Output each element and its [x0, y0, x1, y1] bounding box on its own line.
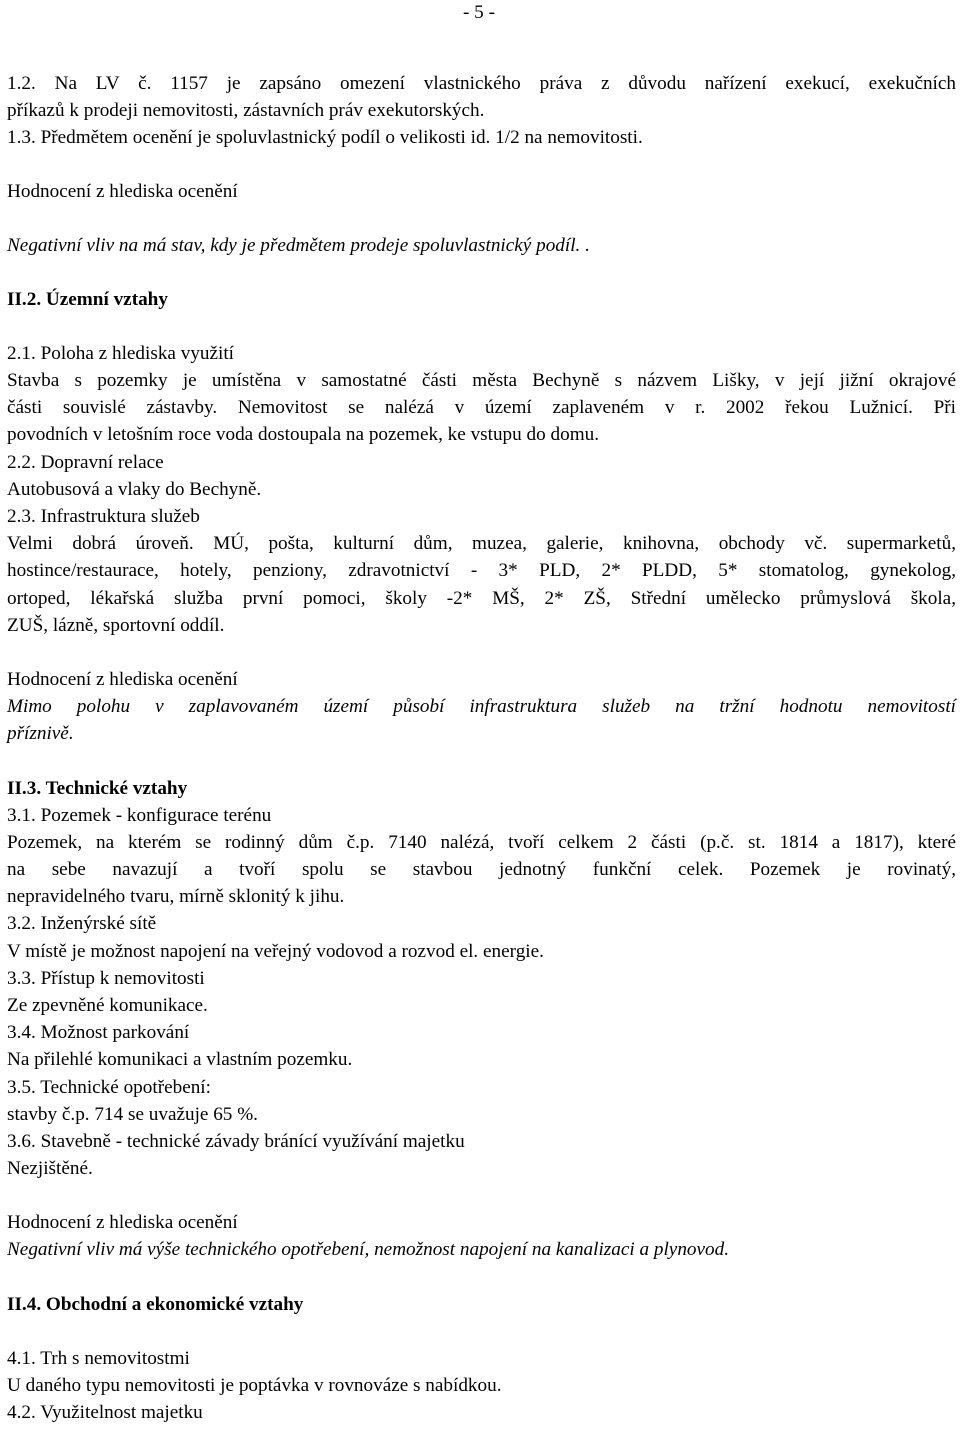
- section-heading: Hodnocení z hlediska ocenění: [7, 181, 238, 202]
- text-line: Pozemek, na kterém se rodinný dům č.p. 7140 nalézá, tvoří celkem 2 části (p.č. st. 1814 a 1817), které: [7, 832, 956, 853]
- text-line: Mimo polohu v zaplavovaném území působí infrastruktura služeb na tržní hodnotu nemovitostí: [7, 696, 956, 717]
- text-line: Negativní vliv na má stav, kdy je předmětem prodeje spoluvlastnický podíl. .: [7, 235, 590, 256]
- text-line: povodních v letošním roce voda dostoupala na pozemek, ke vstupu do domu.: [7, 424, 600, 445]
- text-line: příkazů k prodeji nemovitosti, zástavních práv exekutorských.: [7, 100, 485, 121]
- text-line: příznivě.: [7, 723, 74, 744]
- text-line: U daného typu nemovitosti je poptávka v rovnováze s nabídkou.: [7, 1375, 502, 1396]
- text-line: Ze zpevněné komunikace.: [7, 995, 208, 1016]
- chapter-heading: II.3. Technické vztahy: [7, 778, 188, 799]
- text-line: Stavba s pozemky je umístěna v samostatné části města Bechyně s názvem Lišky, v její jižní okrajové: [7, 370, 956, 391]
- text-line: nepravidelného tvaru, mírně sklonitý k jihu.: [7, 886, 345, 907]
- subsection-heading: 2.2. Dopravní relace: [7, 452, 164, 473]
- text-line: 1.3. Předmětem ocenění je spoluvlastnický podíl o velikosti id. 1/2 na nemovitosti.: [7, 127, 643, 148]
- subsection-heading: 2.3. Infrastruktura služeb: [7, 506, 200, 527]
- text-line: ZUŠ, lázně, sportovní oddíl.: [7, 615, 225, 636]
- chapter-heading: II.4. Obchodní a ekonomické vztahy: [7, 1294, 304, 1315]
- subsection-heading: 2.1. Poloha z hlediska využití: [7, 343, 235, 364]
- section-heading: Hodnocení z hlediska ocenění: [7, 669, 238, 690]
- subsection-heading: 4.1. Trh s nemovitostmi: [7, 1348, 190, 1369]
- text-line: Negativní vliv má výše technického opotřebení, nemožnost napojení na kanalizaci a plynovod.: [7, 1239, 730, 1260]
- text-line: V místě je možnost napojení na veřejný vodovod a rozvod el. energie.: [7, 941, 544, 962]
- subsection-heading: 3.5. Technické opotřebení:: [7, 1077, 211, 1098]
- text-line: stavby č.p. 714 se uvažuje 65 %.: [7, 1104, 258, 1125]
- text-line: 1.2. Na LV č. 1157 je zapsáno omezení vlastnického práva z důvodu nařízení exekucí, exekučních: [7, 73, 956, 94]
- text-line: Autobusová a vlaky do Bechyně.: [7, 479, 262, 500]
- chapter-heading: II.2. Územní vztahy: [7, 289, 168, 310]
- text-line: Na přilehlé komunikaci a vlastním pozemku.: [7, 1049, 353, 1070]
- subsection-heading: 3.4. Možnost parkování: [7, 1022, 190, 1043]
- subsection-heading: 3.3. Přístup k nemovitosti: [7, 968, 205, 989]
- subsection-heading: 4.2. Využitelnost majetku: [7, 1402, 203, 1423]
- page-number: - 5 -: [463, 2, 495, 23]
- text-line: ortoped, lékařská služba první pomoci, školy -2* MŠ, 2* ZŠ, Střední umělecko průmyslová škola,: [7, 588, 956, 609]
- subsection-heading: 3.2. Inženýrské sítě: [7, 913, 157, 934]
- text-line: části souvislé zástavby. Nemovitost se nalézá v území zaplaveném v r. 2002 řekou Lužnicí. Při: [7, 397, 956, 418]
- subsection-heading: 3.1. Pozemek - konfigurace terénu: [7, 805, 272, 826]
- subsection-heading: 3.6. Stavebně - technické závady bránící využívání majetku: [7, 1131, 465, 1152]
- text-line: na sebe navazují a tvoří spolu se stavbou jednotný funkční celek. Pozemek je rovinatý,: [7, 859, 956, 880]
- text-line: Velmi dobrá úroveň. MÚ, pošta, kulturní dům, muzea, galerie, knihovna, obchody vč. supermarketů,: [7, 533, 956, 554]
- section-heading: Hodnocení z hlediska ocenění: [7, 1212, 238, 1233]
- text-line: hostince/restaurace, hotely, penziony, zdravotnictví - 3* PLD, 2* PLDD, 5* stomatolog, gynekolog,: [7, 560, 956, 581]
- text-line: Nezjištěné.: [7, 1158, 93, 1179]
